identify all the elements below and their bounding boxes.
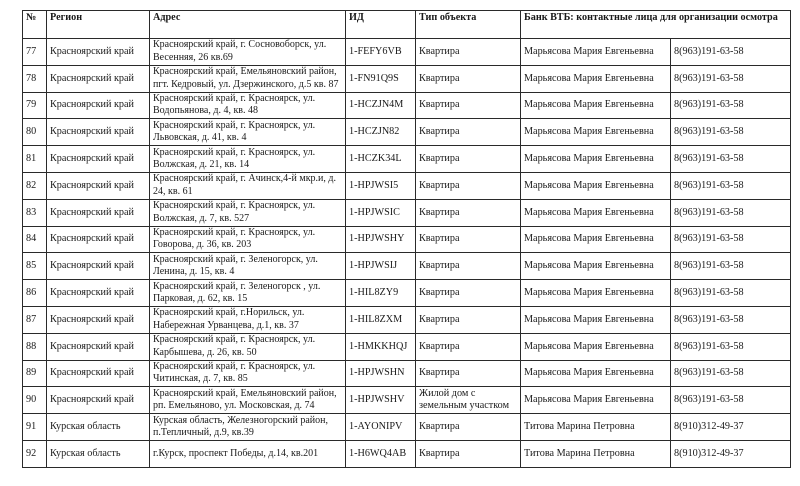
cell-phone: 8(963)191-63-58	[671, 199, 791, 226]
table-row	[23, 172, 791, 199]
cell-num: 78	[23, 65, 47, 92]
cell-address: Красноярский край, г. Зеленогорск , ул. Парковая, д. 62, кв. 15	[150, 280, 346, 307]
cell-person: Марьясова Мария Евгеньевна	[521, 92, 671, 119]
cell-id: 1-HPJWSHV	[346, 387, 416, 414]
cell-region: Красноярский край	[47, 387, 150, 414]
cell-person: Марьясова Мария Евгеньевна	[521, 333, 671, 360]
table-row	[23, 92, 791, 119]
cell-region: Красноярский край	[47, 306, 150, 333]
table-row	[23, 119, 791, 146]
cell-id: 1-HCZJN82	[346, 119, 416, 146]
header-id: ИД	[346, 11, 416, 39]
cell-type: Квартира	[416, 360, 521, 387]
cell-num: 89	[23, 360, 47, 387]
table-row	[23, 440, 791, 467]
cell-id: 1-HIL8ZXM	[346, 306, 416, 333]
cell-address: Курская область, Железногорский район, п.Тепличный, д.9, кв.39	[150, 414, 346, 441]
cell-phone: 8(963)191-63-58	[671, 360, 791, 387]
cell-phone: 8(963)191-63-58	[671, 172, 791, 199]
cell-address: Красноярский край, г. Красноярск, ул. Карбышева, д. 26, кв. 50	[150, 333, 346, 360]
cell-address: Красноярский край, г. Зеленогорск, ул. Ленина, д. 15, кв. 4	[150, 253, 346, 280]
cell-phone: 8(910)312-49-37	[671, 414, 791, 441]
cell-id: 1-HIL8ZY9	[346, 280, 416, 307]
cell-person: Титова Марина Петровна	[521, 414, 671, 441]
cell-address: Красноярский край, г. Сосновоборск, ул. Весенняя, 26 кв.69	[150, 39, 346, 66]
cell-person: Марьясова Мария Евгеньевна	[521, 253, 671, 280]
cell-num: 83	[23, 199, 47, 226]
cell-person: Марьясова Мария Евгеньевна	[521, 360, 671, 387]
cell-num: 79	[23, 92, 47, 119]
cell-id: 1-AYONIPV	[346, 414, 416, 441]
cell-region: Красноярский край	[47, 280, 150, 307]
cell-type: Квартира	[416, 253, 521, 280]
table-row	[23, 360, 791, 387]
cell-num: 88	[23, 333, 47, 360]
cell-person: Марьясова Мария Евгеньевна	[521, 306, 671, 333]
table-row	[23, 280, 791, 307]
cell-num: 82	[23, 172, 47, 199]
cell-id: 1-FN91Q9S	[346, 65, 416, 92]
cell-id: 1-HPJWSIC	[346, 199, 416, 226]
cell-phone: 8(963)191-63-58	[671, 226, 791, 253]
cell-phone: 8(963)191-63-58	[671, 119, 791, 146]
cell-type: Квартира	[416, 306, 521, 333]
cell-num: 84	[23, 226, 47, 253]
cell-num: 81	[23, 146, 47, 173]
cell-region: Красноярский край	[47, 333, 150, 360]
cell-num: 87	[23, 306, 47, 333]
cell-id: 1-FEFY6VB	[346, 39, 416, 66]
cell-num: 92	[23, 440, 47, 467]
cell-region: Красноярский край	[47, 65, 150, 92]
cell-address: Красноярский край, Емельяновский район, рп. Емельяново, ул. Московская, д. 74	[150, 387, 346, 414]
cell-address: Красноярский край, г. Красноярск, ул. Говорова, д. 36, кв. 203	[150, 226, 346, 253]
cell-num: 90	[23, 387, 47, 414]
table-row	[23, 414, 791, 441]
cell-person: Марьясова Мария Евгеньевна	[521, 226, 671, 253]
table-row	[23, 306, 791, 333]
table-row	[23, 387, 791, 414]
objects-table	[22, 10, 791, 468]
cell-region: Красноярский край	[47, 360, 150, 387]
header-address: Адрес	[150, 11, 346, 39]
cell-person: Марьясова Мария Евгеньевна	[521, 146, 671, 173]
cell-type: Квартира	[416, 119, 521, 146]
cell-region: Красноярский край	[47, 226, 150, 253]
cell-address: Красноярский край, г. Красноярск, ул. Читинская, д. 7, кв. 85	[150, 360, 346, 387]
cell-region: Красноярский край	[47, 253, 150, 280]
cell-address: Красноярский край, г. Красноярск, ул. Волжская, д. 21, кв. 14	[150, 146, 346, 173]
cell-phone: 8(910)312-49-37	[671, 440, 791, 467]
table-row	[23, 146, 791, 173]
cell-address: Красноярский край, Емельяновский район, пгт. Кедровый, ул. Дзержинского, д.5 кв. 87	[150, 65, 346, 92]
cell-type: Квартира	[416, 333, 521, 360]
cell-num: 85	[23, 253, 47, 280]
cell-phone: 8(963)191-63-58	[671, 306, 791, 333]
cell-type: Квартира	[416, 280, 521, 307]
cell-num: 91	[23, 414, 47, 441]
cell-type: Квартира	[416, 146, 521, 173]
table-row	[23, 226, 791, 253]
cell-type: Квартира	[416, 92, 521, 119]
table-header-row	[23, 11, 791, 39]
cell-region: Красноярский край	[47, 39, 150, 66]
cell-address: Красноярский край, г. Красноярск, ул. Львовская, д. 41, кв. 4	[150, 119, 346, 146]
cell-type: Квартира	[416, 226, 521, 253]
cell-address: Красноярский край, г. Красноярск, ул. Волжская, д. 7, кв. 527	[150, 199, 346, 226]
cell-phone: 8(963)191-63-58	[671, 39, 791, 66]
cell-id: 1-HPJWSHY	[346, 226, 416, 253]
cell-type: Квартира	[416, 39, 521, 66]
cell-person: Марьясова Мария Евгеньевна	[521, 199, 671, 226]
cell-phone: 8(963)191-63-58	[671, 387, 791, 414]
header-region: Регион	[47, 11, 150, 39]
table-row	[23, 39, 791, 66]
cell-id: 1-HMKKHQJ	[346, 333, 416, 360]
cell-phone: 8(963)191-63-58	[671, 92, 791, 119]
cell-region: Красноярский край	[47, 146, 150, 173]
cell-region: Курская область	[47, 414, 150, 441]
cell-id: 1-HCZJN4M	[346, 92, 416, 119]
cell-address: Красноярский край, г. Красноярск, ул. Водопьянова, д. 4, кв. 48	[150, 92, 346, 119]
header-num: №	[23, 11, 47, 39]
cell-phone: 8(963)191-63-58	[671, 65, 791, 92]
cell-type: Квартира	[416, 440, 521, 467]
cell-phone: 8(963)191-63-58	[671, 253, 791, 280]
header-type: Тип объекта	[416, 11, 521, 39]
cell-region: Красноярский край	[47, 119, 150, 146]
table-row	[23, 333, 791, 360]
cell-phone: 8(963)191-63-58	[671, 280, 791, 307]
cell-num: 80	[23, 119, 47, 146]
cell-region: Красноярский край	[47, 199, 150, 226]
cell-type: Квартира	[416, 199, 521, 226]
cell-person: Марьясова Мария Евгеньевна	[521, 172, 671, 199]
table-row	[23, 253, 791, 280]
cell-person: Марьясова Мария Евгеньевна	[521, 387, 671, 414]
cell-type: Квартира	[416, 414, 521, 441]
table-row	[23, 199, 791, 226]
cell-person: Марьясова Мария Евгеньевна	[521, 65, 671, 92]
cell-address: г.Курск, проспект Победы, д.14, кв.201	[150, 440, 346, 467]
cell-region: Курская область	[47, 440, 150, 467]
cell-region: Красноярский край	[47, 92, 150, 119]
cell-num: 77	[23, 39, 47, 66]
cell-id: 1-HPJWSI5	[346, 172, 416, 199]
cell-person: Титова Марина Петровна	[521, 440, 671, 467]
cell-person: Марьясова Мария Евгеньевна	[521, 280, 671, 307]
cell-id: 1-H6WQ4AB	[346, 440, 416, 467]
cell-type: Квартира	[416, 65, 521, 92]
cell-phone: 8(963)191-63-58	[671, 333, 791, 360]
cell-address: Красноярский край, г.Норильск, ул. Набережная Урванцева, д.1, кв. 37	[150, 306, 346, 333]
cell-type: Квартира	[416, 172, 521, 199]
cell-type: Жилой дом с земельным участком	[416, 387, 521, 414]
cell-person: Марьясова Мария Евгеньевна	[521, 39, 671, 66]
cell-phone: 8(963)191-63-58	[671, 146, 791, 173]
table-row	[23, 65, 791, 92]
cell-id: 1-HPJWSHN	[346, 360, 416, 387]
cell-region: Красноярский край	[47, 172, 150, 199]
cell-id: 1-HPJWSIJ	[346, 253, 416, 280]
cell-id: 1-HCZK34L	[346, 146, 416, 173]
cell-address: Красноярский край, г. Ачинск,4-й мкр.и, д. 24, кв. 61	[150, 172, 346, 199]
cell-person: Марьясова Мария Евгеньевна	[521, 119, 671, 146]
header-contact: Банк ВТБ: контактные лица для организации осмотра	[521, 11, 791, 39]
cell-num: 86	[23, 280, 47, 307]
